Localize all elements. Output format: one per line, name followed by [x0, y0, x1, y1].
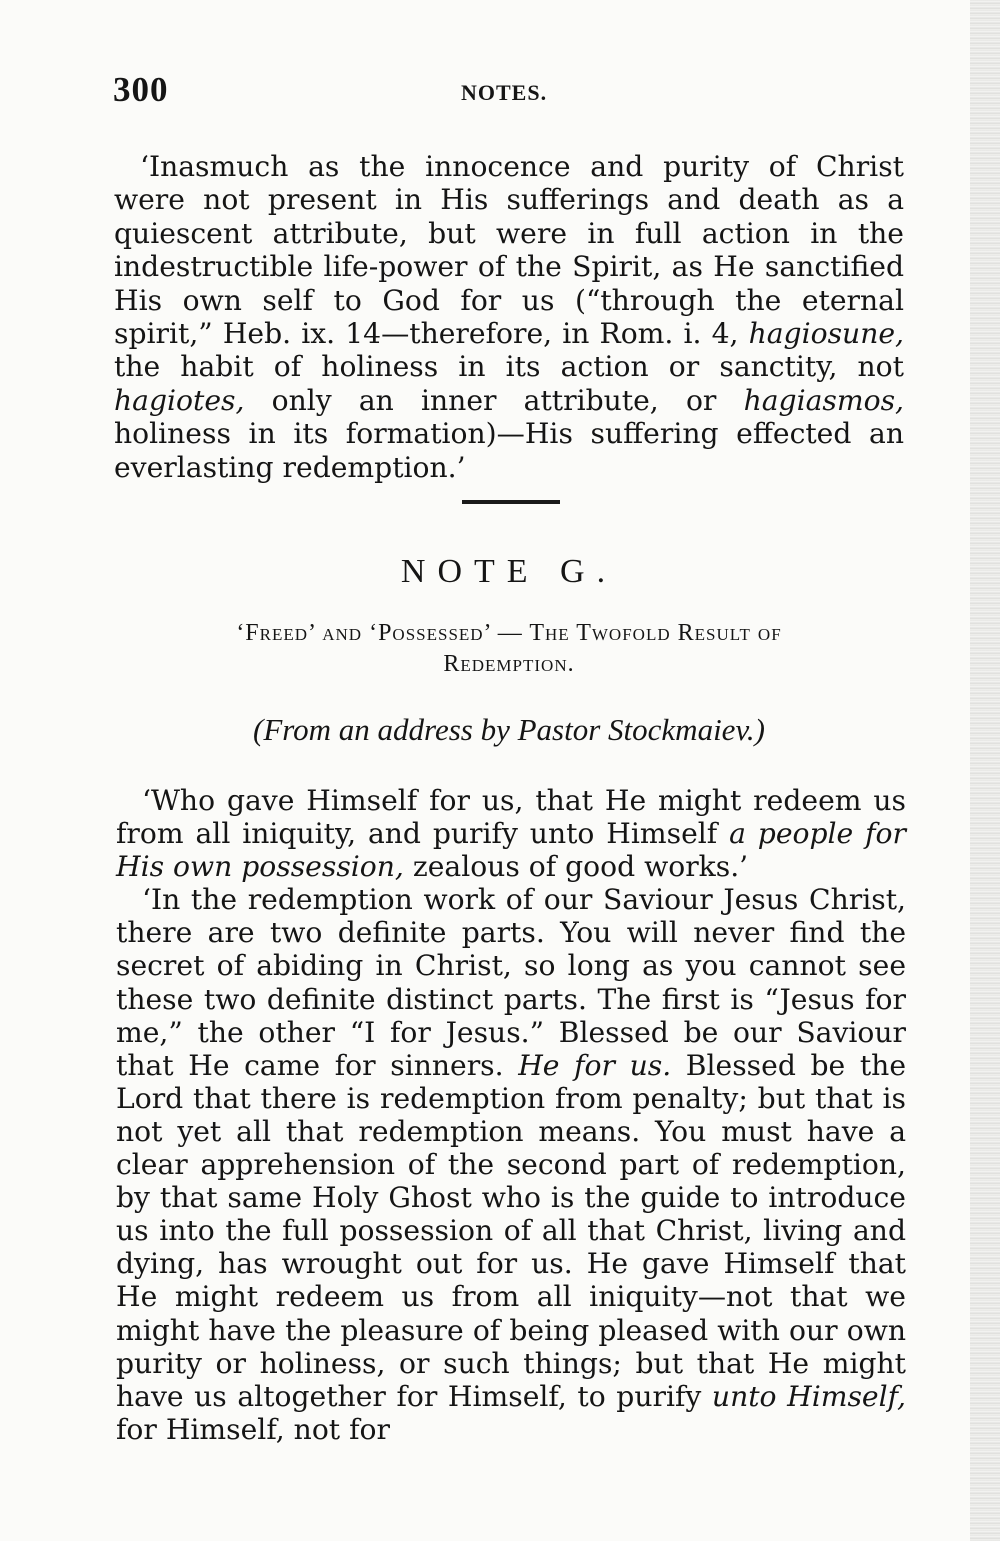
- note-title-line-2: Redemption.: [443, 651, 575, 677]
- quote-term-hagiotes: hagiotes,: [114, 383, 245, 417]
- p1-text-end: zealous of good works.’: [403, 850, 749, 884]
- p1-italic-phrase: a people for His own possession,: [116, 817, 906, 884]
- section-divider: [462, 500, 560, 504]
- p2-text-start: ‘In the redemption work of our Saviour Jesus Christ, there are two definite parts. You will never find the secret of abiding in Christ, so long as you cannot see these two definite distinct parts. The first is “Jesus for me,” the other “I for Jesus.” Blessed be our Saviour that He came for sinners.: [116, 883, 906, 1082]
- note-heading: NOTE G.: [400, 553, 618, 590]
- p2-italic-unto-himself: unto Himself,: [711, 1379, 906, 1413]
- note-title-line-1: ‘Freed’ and ‘Possessed’ — The Twofold Result of: [236, 620, 782, 646]
- running-head: [113, 70, 903, 114]
- p1-text-start: ‘Who gave Himself for us, that He might redeem us from all iniquity, and purify unto Himself: [116, 784, 906, 851]
- quoted-passage: [114, 150, 904, 484]
- quote-text-1: ‘Inasmuch as the innocence and purity of Christ were not present in His sufferings and death as a quiescent attribute, but were in full action in the indestructible life-power of the Spirit, as He sanctified His own self to God for us (“through the eternal spirit,” Heb. ix. 14—therefore, in Rom. i. 4,: [114, 150, 904, 351]
- p2-italic-he-for-us: He for us.: [518, 1048, 672, 1082]
- quote-text-4: holiness in its formation)—His suffering effected an everlasting redemption.’: [114, 417, 904, 484]
- quote-term-hagiasmos: hagiasmos,: [743, 383, 904, 417]
- source-attribution: (From an address by Pastor Stockmaiev.): [253, 712, 765, 747]
- page-edge-shadow: [970, 0, 1000, 1541]
- p2-text-end: for Himself, not for: [116, 1412, 390, 1446]
- note-title: [114, 618, 904, 680]
- quote-text-2: the habit of holiness in its action or sanctity, not: [114, 350, 904, 384]
- p2-text-middle: Blessed be the Lord that there is redemption from penalty; but that is not yet all that redemption means. You must have a clear apprehension of the second part of redemption, by that same Holy Ghost who is the guide to introduce us into the full possession of all that Christ, living and dying, has wrought out for us. He gave Himself that He might redeem us from all iniquity—not that we might have the pleasure of being pleased with our own purity or holiness, or such things; but that He might have us altogether for Himself, to purify: [116, 1048, 906, 1413]
- body-paragraph-2: [116, 883, 906, 1446]
- quote-text-3: only an inner attribute, or: [244, 383, 744, 417]
- running-title: NOTES.: [461, 80, 548, 105]
- quote-term-hagiosune: hagiosune,: [748, 317, 904, 351]
- note-body: [116, 784, 906, 1446]
- body-paragraph-1: [116, 784, 906, 883]
- page-number: 300: [113, 70, 169, 109]
- quote-paragraph: [114, 150, 904, 484]
